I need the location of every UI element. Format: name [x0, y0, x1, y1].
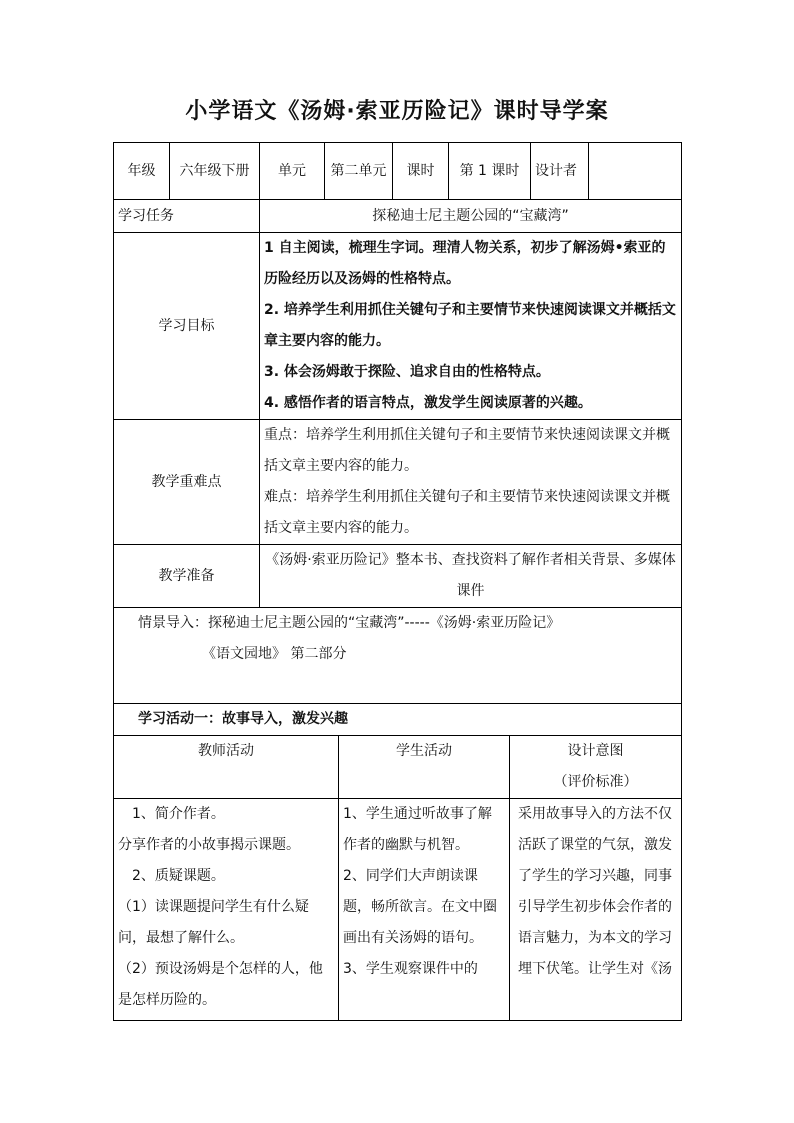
key-points-label: 教学重难点 — [114, 420, 260, 545]
student-activity-cell — [339, 799, 510, 1021]
activity-header-row — [114, 736, 682, 799]
info-row — [114, 143, 682, 200]
task-row — [114, 200, 682, 233]
teacher-line: 1、简介作者。 — [132, 806, 225, 822]
teacher-activity-cell — [114, 799, 339, 1021]
activity-title-row — [114, 704, 682, 736]
difficulty-point: 难点：培养学生利用抓住关键句子和主要情节来快速阅读课文并概括文章主要内容的能力。 — [264, 489, 670, 536]
period-label: 课时 — [393, 143, 449, 200]
key-points-row — [114, 420, 682, 545]
grade-value: 六年级下册 — [170, 143, 260, 200]
unit-value: 第二单元 — [325, 143, 393, 200]
grade-label: 年级 — [114, 143, 170, 200]
student-line: 3、学生观察课件中的 — [343, 961, 478, 977]
student-line: 1、学生通过听故事了解作者的幽默与机智。 — [343, 806, 492, 853]
intro-line: 情景导入：探秘迪士尼主题公园的“宝藏湾”-----《汤姆·索亚历险记》 — [138, 615, 561, 631]
goals-content — [260, 233, 682, 420]
goal-item: 1 自主阅读，梳理生字词。理清人物关系，初步了解汤姆•索亚的历险经历以及汤姆的性格特点。 — [264, 240, 666, 287]
teacher-line: （2）预设汤姆是个怎样的人，他是怎样历险的。 — [118, 961, 323, 1008]
period-value: 第 1 课时 — [449, 143, 531, 200]
design-intent-sub: （评价标准） — [553, 774, 638, 790]
teacher-activity-header: 教师活动 — [114, 736, 339, 799]
teacher-line: 分享作者的小故事揭示课题。 — [118, 837, 300, 853]
designer-value — [589, 143, 682, 200]
intro-content — [114, 608, 682, 704]
key-points-content — [260, 420, 682, 545]
teacher-line: （1）读课题提问学生有什么疑问，最想了解什么。 — [118, 899, 309, 946]
task-label: 学习任务 — [114, 200, 260, 233]
prep-label: 教学准备 — [114, 545, 260, 608]
activity-table — [113, 736, 682, 1021]
teacher-line: 2、质疑课题。 — [132, 868, 225, 884]
prep-row — [114, 545, 682, 608]
task-value: 探秘迪士尼主题公园的“宝藏湾” — [260, 200, 682, 233]
key-point: 重点：培养学生利用抓住关键句子和主要情节来快速阅读课文并概括文章主要内容的能力。 — [264, 427, 670, 474]
unit-label: 单元 — [260, 143, 325, 200]
info-table — [113, 142, 682, 736]
intro-line: 《语文园地》 第二部分 — [202, 646, 347, 662]
goal-item: 2. 培养学生利用抓住关键句子和主要情节来快速阅读课文并概括文章主要内容的能力。 — [264, 302, 676, 349]
activity-content-row — [114, 799, 682, 1021]
activity-title: 学习活动一：故事导入，激发兴趣 — [114, 704, 682, 736]
design-intent-cell — [510, 799, 682, 1021]
goal-item: 3. 体会汤姆敢于探险、追求自由的性格特点。 — [264, 364, 550, 380]
page-title: 小学语文《汤姆·索亚历险记》课时导学案 — [185, 99, 609, 124]
student-activity-header: 学生活动 — [339, 736, 510, 799]
lesson-plan-table — [113, 142, 681, 1021]
student-line: 2、同学们大声朗读课题，畅所欲言。在文中圈画出有关汤姆的语句。 — [343, 868, 497, 946]
goals-label: 学习目标 — [114, 233, 260, 420]
intro-row — [114, 608, 682, 704]
goal-item: 4. 感悟作者的语言特点，激发学生阅读原著的兴趣。 — [264, 395, 592, 411]
design-intent-header — [510, 736, 682, 799]
prep-value: 《汤姆·索亚历险记》整本书、查找资料了解作者相关背景、多媒体课件 — [260, 545, 682, 608]
goals-row — [114, 233, 682, 420]
designer-label: 设计者 — [531, 143, 589, 200]
design-text: 采用故事导入的方法不仅活跃了课堂的气氛，激发了学生的学习兴趣，同事引导学生初步体会作者的语言魅力，为本文的学习埋下伏笔。让学生对《汤 — [518, 806, 672, 977]
design-intent-title: 设计意图 — [567, 743, 624, 759]
